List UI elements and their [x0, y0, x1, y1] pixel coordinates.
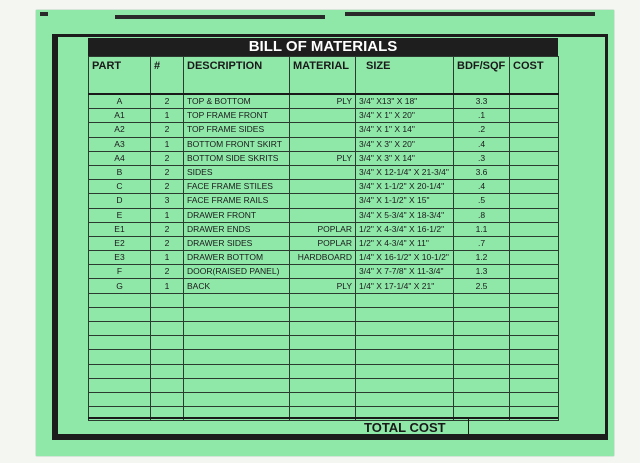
description-cell: DOOR(RAISED PANEL) — [184, 265, 290, 279]
material-cell — [290, 194, 356, 208]
cost-cell — [510, 94, 559, 109]
empty-cell — [356, 307, 454, 321]
description-cell: DRAWER ENDS — [184, 222, 290, 236]
part-cell: E1 — [89, 222, 151, 236]
empty-cell — [89, 336, 151, 350]
table-row — [89, 94, 559, 109]
empty-table-row — [89, 336, 559, 350]
part-cell: E2 — [89, 236, 151, 250]
cost-cell — [510, 151, 559, 165]
empty-cell — [151, 307, 184, 321]
qty-cell: 2 — [151, 123, 184, 137]
empty-cell — [151, 336, 184, 350]
table-row — [89, 165, 559, 179]
table-header-row — [89, 57, 559, 95]
column-header-part: PART — [89, 57, 151, 95]
empty-table-row — [89, 350, 559, 364]
material-cell — [290, 123, 356, 137]
size-cell: 3/4" X 12-1/4" X 21-3/4" — [356, 165, 454, 179]
empty-cell — [356, 350, 454, 364]
total-row — [88, 417, 558, 435]
description-cell: BACK — [184, 279, 290, 293]
empty-cell — [290, 322, 356, 336]
empty-cell — [151, 350, 184, 364]
description-cell: DRAWER FRONT — [184, 208, 290, 222]
scan-mark — [345, 12, 595, 16]
material-cell — [290, 137, 356, 151]
qty-cell: 2 — [151, 180, 184, 194]
bdf-cell: .8 — [454, 208, 510, 222]
description-cell: TOP FRAME SIDES — [184, 123, 290, 137]
empty-cell — [454, 307, 510, 321]
description-cell: BOTTOM SIDE SKRITS — [184, 151, 290, 165]
empty-cell — [290, 293, 356, 307]
column-header-material: MATERIAL — [290, 57, 356, 95]
cost-cell — [510, 137, 559, 151]
cost-cell — [510, 236, 559, 250]
table-row — [89, 109, 559, 123]
qty-cell: 2 — [151, 151, 184, 165]
scan-mark — [115, 15, 325, 19]
size-cell: 3/4" X 1" X 20" — [356, 109, 454, 123]
table-row — [89, 137, 559, 151]
part-cell: A3 — [89, 137, 151, 151]
table-row — [89, 236, 559, 250]
empty-cell — [454, 364, 510, 378]
empty-cell — [510, 336, 559, 350]
column-header-size: SIZE — [356, 57, 454, 95]
column-header-description: DESCRIPTION — [184, 57, 290, 95]
size-cell: 1/4" X 17-1/4" X 21" — [356, 279, 454, 293]
bdf-cell: 1.2 — [454, 251, 510, 265]
empty-cell — [151, 392, 184, 406]
bdf-cell: 1.3 — [454, 265, 510, 279]
empty-cell — [184, 364, 290, 378]
table-row — [89, 251, 559, 265]
cost-cell — [510, 123, 559, 137]
description-cell: FACE FRAME RAILS — [184, 194, 290, 208]
cost-cell — [510, 222, 559, 236]
size-cell: 3/4" X 1-1/2" X 20-1/4" — [356, 180, 454, 194]
qty-cell: 2 — [151, 94, 184, 109]
size-cell: 3/4" X 3" X 14" — [356, 151, 454, 165]
empty-cell — [89, 364, 151, 378]
part-cell: C — [89, 180, 151, 194]
cost-cell — [510, 194, 559, 208]
empty-cell — [89, 307, 151, 321]
part-cell: A — [89, 94, 151, 109]
material-cell: PLY — [290, 279, 356, 293]
empty-cell — [356, 378, 454, 392]
table-row — [89, 208, 559, 222]
cost-cell — [510, 208, 559, 222]
material-cell: HARDBOARD — [290, 251, 356, 265]
bdf-cell: .3 — [454, 151, 510, 165]
empty-cell — [89, 322, 151, 336]
qty-cell: 1 — [151, 137, 184, 151]
empty-cell — [510, 350, 559, 364]
part-cell: A2 — [89, 123, 151, 137]
qty-cell: 1 — [151, 279, 184, 293]
qty-cell: 3 — [151, 194, 184, 208]
empty-table-row — [89, 322, 559, 336]
empty-cell — [356, 336, 454, 350]
bdf-cell: .2 — [454, 123, 510, 137]
bdf-cell: .1 — [454, 109, 510, 123]
size-cell: 1/4" X 16-1/2" X 10-1/2" — [356, 251, 454, 265]
cost-cell — [510, 165, 559, 179]
empty-cell — [151, 322, 184, 336]
bdf-cell: .4 — [454, 180, 510, 194]
table-row — [89, 180, 559, 194]
empty-cell — [184, 336, 290, 350]
empty-cell — [290, 336, 356, 350]
material-cell: POPLAR — [290, 222, 356, 236]
empty-cell — [290, 350, 356, 364]
empty-cell — [184, 322, 290, 336]
empty-cell — [454, 293, 510, 307]
size-cell: 3/4" X 1-1/2" X 15" — [356, 194, 454, 208]
empty-cell — [356, 392, 454, 406]
material-cell: PLY — [290, 151, 356, 165]
cost-cell — [510, 251, 559, 265]
qty-cell: 2 — [151, 222, 184, 236]
table-row — [89, 265, 559, 279]
qty-cell: 2 — [151, 265, 184, 279]
empty-cell — [454, 378, 510, 392]
column-header-cost: COST — [510, 57, 559, 95]
bdf-cell: 2.5 — [454, 279, 510, 293]
material-cell — [290, 265, 356, 279]
empty-table-row — [89, 293, 559, 307]
empty-cell — [356, 364, 454, 378]
cost-cell — [510, 265, 559, 279]
empty-cell — [184, 293, 290, 307]
empty-cell — [356, 322, 454, 336]
size-cell: 3/4" X13" X 18" — [356, 94, 454, 109]
empty-cell — [184, 378, 290, 392]
qty-cell: 1 — [151, 109, 184, 123]
empty-cell — [184, 350, 290, 364]
part-cell: B — [89, 165, 151, 179]
size-cell: 3/4" X 7-7/8" X 11-3/4" — [356, 265, 454, 279]
empty-cell — [510, 307, 559, 321]
page-title: BILL OF MATERIALS — [88, 38, 558, 56]
cost-cell — [510, 180, 559, 194]
empty-cell — [89, 378, 151, 392]
material-cell — [290, 165, 356, 179]
empty-cell — [151, 364, 184, 378]
description-cell: DRAWER BOTTOM — [184, 251, 290, 265]
material-cell: PLY — [290, 94, 356, 109]
description-cell: DRAWER SIDES — [184, 236, 290, 250]
qty-cell: 2 — [151, 236, 184, 250]
part-cell: A1 — [89, 109, 151, 123]
size-cell: 1/2" X 4-3/4" X 11" — [356, 236, 454, 250]
empty-cell — [510, 293, 559, 307]
empty-cell — [510, 322, 559, 336]
description-cell: FACE FRAME STILES — [184, 180, 290, 194]
part-cell: E3 — [89, 251, 151, 265]
size-cell: 3/4" X 5-3/4" X 18-3/4" — [356, 208, 454, 222]
total-cost-value — [468, 419, 559, 435]
empty-cell — [151, 293, 184, 307]
empty-cell — [510, 378, 559, 392]
empty-cell — [290, 307, 356, 321]
empty-table-row — [89, 307, 559, 321]
bdf-cell: 3.3 — [454, 94, 510, 109]
qty-cell: 1 — [151, 251, 184, 265]
empty-cell — [510, 364, 559, 378]
part-cell: A4 — [89, 151, 151, 165]
empty-cell — [454, 322, 510, 336]
empty-cell — [151, 378, 184, 392]
bdf-cell: .4 — [454, 137, 510, 151]
empty-cell — [290, 392, 356, 406]
empty-cell — [290, 378, 356, 392]
empty-cell — [184, 307, 290, 321]
description-cell: TOP & BOTTOM — [184, 94, 290, 109]
table-row — [89, 194, 559, 208]
cost-cell — [510, 109, 559, 123]
part-cell: F — [89, 265, 151, 279]
table-row — [89, 222, 559, 236]
empty-table-row — [89, 392, 559, 406]
empty-cell — [89, 293, 151, 307]
bdf-cell: 3.6 — [454, 165, 510, 179]
size-cell: 1/2" X 4-3/4" X 16-1/2" — [356, 222, 454, 236]
table-row — [89, 279, 559, 293]
empty-cell — [290, 364, 356, 378]
material-cell — [290, 208, 356, 222]
qty-cell: 1 — [151, 208, 184, 222]
material-cell: POPLAR — [290, 236, 356, 250]
empty-cell — [184, 392, 290, 406]
part-cell: E — [89, 208, 151, 222]
part-cell: G — [89, 279, 151, 293]
empty-cell — [454, 336, 510, 350]
table-body — [89, 94, 559, 421]
bdf-cell: .7 — [454, 236, 510, 250]
qty-cell: 2 — [151, 165, 184, 179]
bom-table — [88, 56, 559, 421]
total-cost-label: TOTAL COST — [364, 420, 446, 435]
cost-cell — [510, 279, 559, 293]
column-header-qty: # — [151, 57, 184, 95]
material-cell — [290, 180, 356, 194]
material-cell — [290, 109, 356, 123]
bdf-cell: .5 — [454, 194, 510, 208]
empty-cell — [510, 392, 559, 406]
bdf-cell: 1.1 — [454, 222, 510, 236]
empty-cell — [356, 293, 454, 307]
empty-table-row — [89, 364, 559, 378]
part-cell: D — [89, 194, 151, 208]
description-cell: SIDES — [184, 165, 290, 179]
empty-cell — [454, 392, 510, 406]
table-row — [89, 151, 559, 165]
size-cell: 3/4" X 3" X 20" — [356, 137, 454, 151]
column-header-bdf: BDF/SQF — [454, 57, 510, 95]
empty-cell — [89, 350, 151, 364]
empty-cell — [89, 392, 151, 406]
description-cell: TOP FRAME FRONT — [184, 109, 290, 123]
description-cell: BOTTOM FRONT SKIRT — [184, 137, 290, 151]
empty-cell — [454, 350, 510, 364]
table-row — [89, 123, 559, 137]
scan-mark — [40, 12, 48, 16]
size-cell: 3/4" X 1" X 14" — [356, 123, 454, 137]
empty-table-row — [89, 378, 559, 392]
